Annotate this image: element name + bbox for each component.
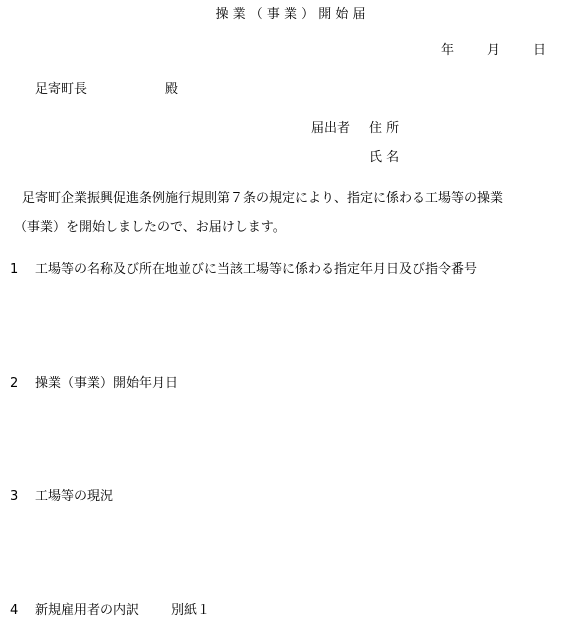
list-item (10, 489, 113, 505)
list-item (10, 376, 178, 392)
day-label: 日 (533, 43, 547, 58)
month-label: 月 (487, 43, 501, 58)
attachment-note: 別紙１ (171, 603, 211, 618)
document-title: 操 業 （ 事 業 ） 開 始 届 (215, 7, 366, 22)
addressee: 足寄町長 (35, 82, 88, 97)
applicant-label: 届出者 (311, 121, 351, 136)
list-item (10, 262, 477, 278)
item-text: 操業（事業）開始年月日 (35, 376, 179, 391)
body-text-line-2: （事業）を開始しましたので、お届けします。 (14, 220, 286, 235)
item-number: 1 (10, 262, 19, 277)
item-text: 新規雇用者の内訳 (35, 603, 140, 618)
item-number: 2 (10, 376, 19, 391)
item-text: 工場等の現況 (35, 489, 114, 504)
body-text-line-1: 足寄町企業振興促進条例施行規則第７条の規定により、指定に係わる工場等の操業 (22, 191, 504, 206)
address-label: 住 所 (369, 121, 400, 136)
item-text: 工場等の名称及び所在地並びに当該工場等に係わる指定年月日及び指令番号 (35, 262, 478, 277)
honorific: 殿 (165, 82, 179, 97)
date-line (441, 43, 546, 59)
item-number: 3 (10, 489, 19, 504)
name-label: 氏 名 (369, 150, 400, 165)
list-item (10, 603, 210, 619)
year-label: 年 (441, 43, 455, 58)
item-number: 4 (10, 603, 19, 618)
